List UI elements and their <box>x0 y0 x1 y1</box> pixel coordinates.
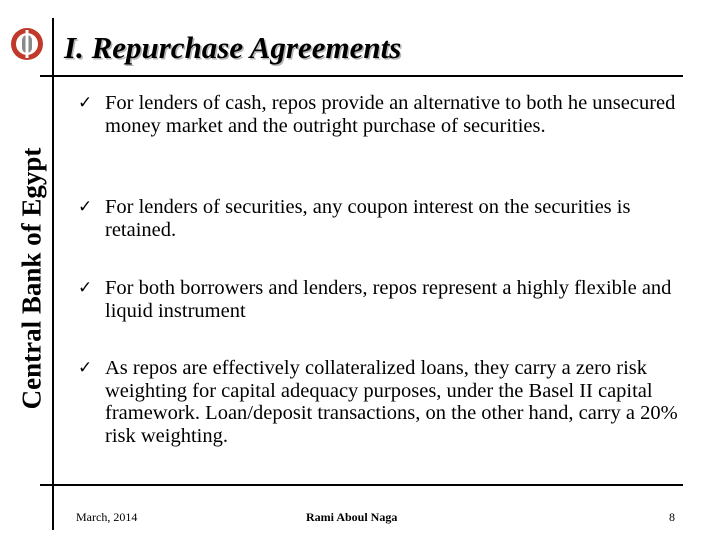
sidebar <box>12 96 52 460</box>
check-icon: ✓ <box>78 197 93 217</box>
slide-title: I. Repurchase Agreements <box>64 30 402 65</box>
bullet-item <box>78 92 705 137</box>
bullet-text: For both borrowers and lenders, repos represent a highly flexible and liquid instrument <box>105 277 672 322</box>
bullet-item <box>78 357 705 447</box>
check-icon: ✓ <box>78 358 93 378</box>
footer-date: March, 2014 <box>76 510 138 524</box>
vertical-divider <box>52 18 54 530</box>
bullet-text: For lenders of cash, repos provide an alternative to both he unsecured money market and the outright purchase of securities. <box>105 92 676 137</box>
org-name: Central Bank of Egypt <box>16 147 47 409</box>
check-icon: ✓ <box>78 93 93 113</box>
cbe-logo-icon <box>9 26 45 62</box>
bullet-text: For lenders of securities, any coupon interest on the securities is retained. <box>105 196 631 241</box>
header-divider <box>40 75 683 77</box>
bullet-item <box>78 196 705 241</box>
footer-author: Rami Aboul Naga <box>306 510 398 524</box>
bullet-item <box>78 277 705 322</box>
bullet-text: As repos are effectively collateralized loans, they carry a zero risk weighting for capital adequacy purposes, under the Basel II capital framework. Loan/deposit transactions, on the other hand, carry a 20% risk weighting. <box>105 357 678 447</box>
page-number: 8 <box>669 510 675 524</box>
footer-divider <box>40 484 683 486</box>
check-icon: ✓ <box>78 278 93 298</box>
